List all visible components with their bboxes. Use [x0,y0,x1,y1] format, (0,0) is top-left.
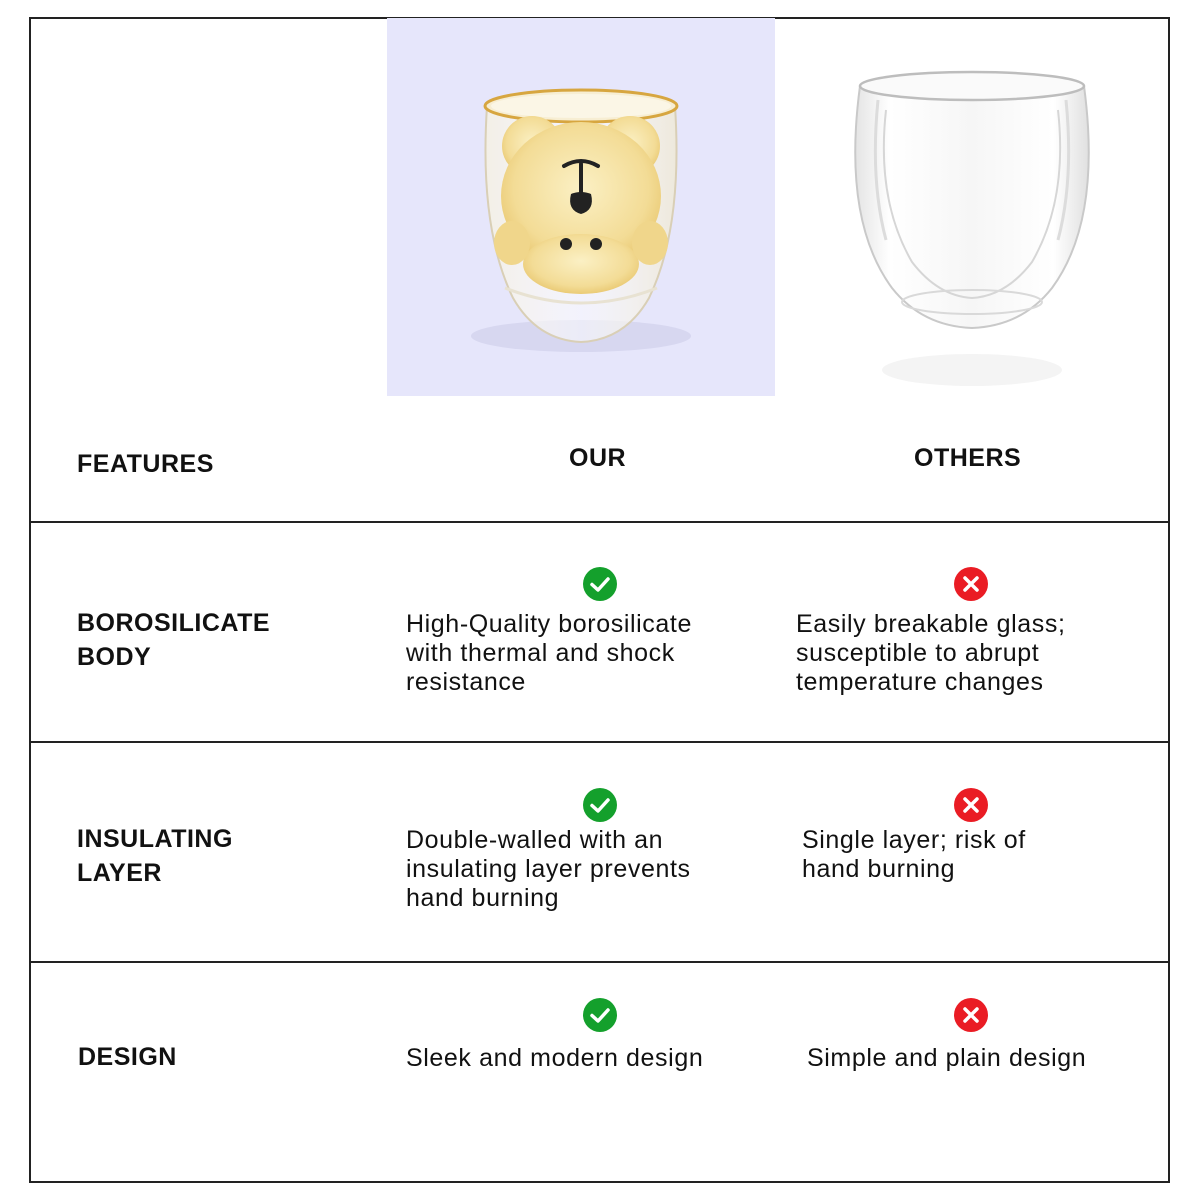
feature-label: DESIGN [78,1043,177,1071]
our-header: OUR [569,444,627,472]
others-description: Easily breakable glass; susceptible to abrupt temperature changes [796,610,1066,696]
cross-icon [954,788,988,822]
row-divider [29,961,1170,963]
feature-label: BOROSILICATE BODY [77,609,271,671]
others-description: Single layer; risk of hand burning [802,826,1026,883]
our-description: Double-walled with an insulating layer prevents hand burning [406,826,691,912]
feature-label: INSULATING LAYER [77,825,233,887]
cross-icon [954,567,988,601]
others-header: OTHERS [914,444,1022,472]
our-product-image [387,18,775,396]
check-icon [583,998,617,1032]
others-product-image [812,40,1132,400]
cross-icon [954,998,988,1032]
our-description: Sleek and modern design [406,1044,704,1072]
row-divider [29,741,1170,743]
row-divider [29,521,1170,523]
features-header: FEATURES [77,450,214,478]
check-icon [583,567,617,601]
our-description: High-Quality borosilicate with thermal and shock resistance [406,610,692,696]
check-icon [583,788,617,822]
others-description: Simple and plain design [807,1044,1087,1072]
